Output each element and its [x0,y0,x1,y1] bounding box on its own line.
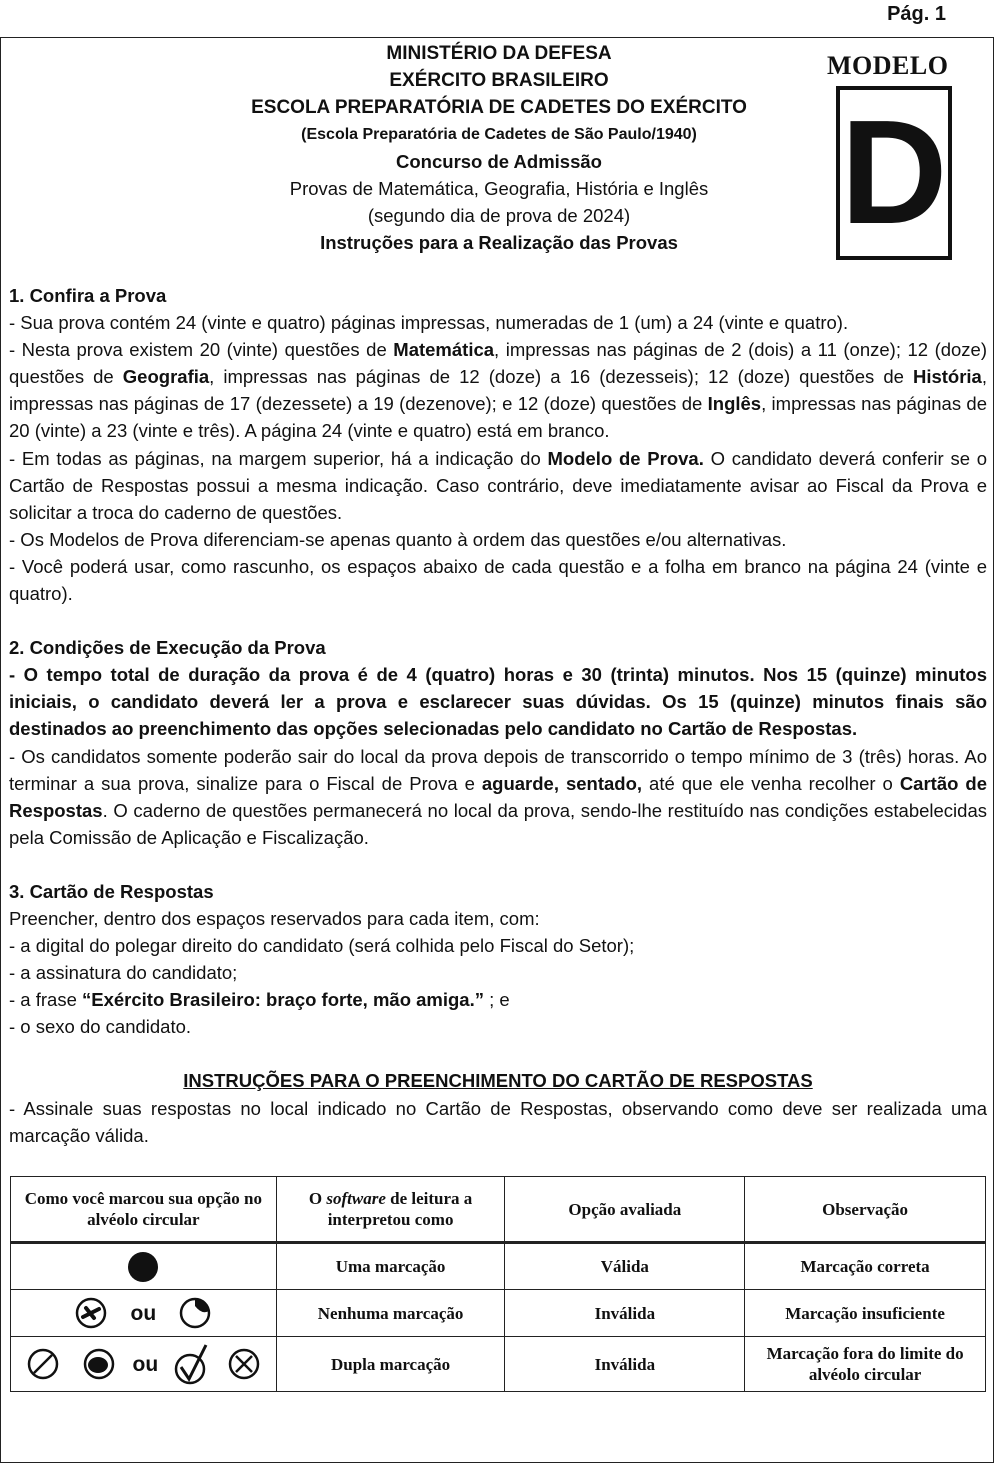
header-instructions-title: Instruções para a Realização das Provas [320,232,678,253]
header-contest: Concurso de Admissão [396,151,602,172]
col-evaluated: Opção avaliada [505,1177,745,1243]
instructions-body [9,282,987,1149]
row-evaluation: Válida [505,1243,745,1290]
row-observation: Marcação fora do limite do alvéolo circular [745,1337,986,1392]
filled-bubble-icon [126,1250,160,1284]
row-evaluation: Inválida [505,1337,745,1392]
row-interpretation: Dupla marcação [276,1337,505,1392]
row-evaluation: Inválida [505,1290,745,1337]
section3-item2: - a assinatura do candidato; [9,962,238,984]
section1-p3: - Em todas as páginas, na margem superior, há a indicação do Modelo de Prova. O candidato deverá conferir se o Cartão de Respostas possui a mesma indicação. Caso contrário, deve imediatamente avisar ao Fiscal da Prova e solicitar a troca do caderno de questões. [9,447,988,523]
section1-p2: - Nesta prova existem 20 (vinte) questões de Matemática, impressas nas páginas de 2 (dois) a 11 (onze); 12 (doze) questões de Geografia, impressas nas páginas de 12 (doze) a 16 (dezesseis); 12 (doze) questões de História, impressas nas páginas de 17 (dezessete) a 19 (dezenove); e 12 (doze) questões de Inglês, impressas nas páginas de 20 (vinte) a 23 (vinte e três). A página 24 (vinte e quatro) está em branco. [9,339,988,442]
row-interpretation: Nenhuma marcação [276,1290,505,1337]
col-software: O software de leitura a interpretou como [276,1177,505,1243]
section3-item4: - o sexo do candidato. [9,1016,192,1038]
section3-item3: - a frase “Exército Brasileiro: braço forte, mão amiga.” ; e [9,989,510,1011]
marking-table [10,1176,986,1392]
col-observation: Observação [745,1177,986,1243]
or-label: ou [130,1301,157,1325]
table-row [11,1290,986,1337]
section2-title: 2. Condições de Execução da Prova [9,637,326,659]
table-row [11,1337,986,1392]
mark-examples [11,1337,277,1392]
section1-title: 1. Confira a Prova [9,285,167,306]
slash-bubble-icon [26,1347,60,1381]
section2-p2: - Os candidatos somente poderão sair do local da prova depois de transcorrido o tempo mínimo de 3 (três) horas. Ao terminar a sua prova, sinalize para o Fiscal de Prova e aguarde, sentado, até que ele venha recolher o Cartão de Respostas. O caderno de questões permanecerá no local da prova, sendo-lhe restituído nas condições estabelecidas pela Comissão de Aplicação e Fiscalização. [9,745,987,848]
or-label: ou [132,1352,159,1376]
row-interpretation: Uma marcação [276,1243,505,1290]
checkmark-bubble-icon [174,1343,210,1385]
fill-instructions-title: INSTRUÇÕES PARA O PREENCHIMENTO DO CARTÃO DE RESPOSTAS [183,1070,813,1092]
model-letter: D [840,90,948,255]
header-school: ESCOLA PREPARATÓRIA DE CADETES DO EXÉRCITO [251,97,747,118]
col-how-marked: Como você marcou sua opção no alvéolo circular [11,1177,277,1243]
section3-intro: Preencher, dentro dos espaços reservados para cada item, com: [9,907,540,929]
page-number: Pág. 1 [887,3,946,25]
model-label: MODELO [827,51,949,80]
section1-p1: - Sua prova contém 24 (vinte e quatro) páginas impressas, numeradas de 1 (um) a 24 (vinte e quatro). [9,312,849,334]
section2-p1: - O tempo total de duração da prova é de 4 (quatro) horas e 30 (trinta) minutos. Nos 15 (quinze) minutos iniciais, o candidato deverá ler a prova e esclarecer suas dúvidas. Os 15 (quinze) minutos finais são destinados ao preenchimento das opções selecionadas pelo candidato no Cartão de Respostas. [9,664,987,740]
section1-p4: - Os Modelos de Prova diferenciam-se apenas quanto à ordem das questões e/ou alternativas. [9,528,787,550]
mark-examples [11,1243,277,1290]
fill-instructions-p1: - Assinale suas respostas no local indicado no Cartão de Respostas, observando como deve ser realizada uma marcação válida. [9,1097,987,1146]
partial-x-bubble-icon [74,1296,108,1330]
x-bubble-icon [227,1347,261,1381]
table-row [11,1243,986,1290]
section3-title: 3. Cartão de Respostas [9,880,214,902]
model-letter-box [836,86,952,260]
header-army: EXÉRCITO BRASILEIRO [389,70,609,91]
row-observation: Marcação insuficiente [745,1290,986,1337]
row-observation: Marcação correta [745,1243,986,1290]
section3-item1: - a digital do polegar direito do candidato (será colhida pelo Fiscal do Setor); [9,935,635,957]
header-school-sub: (Escola Preparatória de Cadetes de São Paulo/1940) [301,126,697,143]
header-subjects: Provas de Matemática, Geografia, História e Inglês [289,178,709,199]
small-fill-bubble-icon [82,1347,116,1381]
header-ministry: MINISTÉRIO DA DEFESA [386,43,612,64]
partial-fill-bubble-icon [178,1296,212,1330]
header-day: (segundo dia de prova de 2024) [367,205,631,226]
section1-p5: - Você poderá usar, como rascunho, os espaços abaixo de cada questão e a folha em branco na página 24 (vinte e quatro). [9,555,987,605]
mark-examples [11,1290,277,1337]
